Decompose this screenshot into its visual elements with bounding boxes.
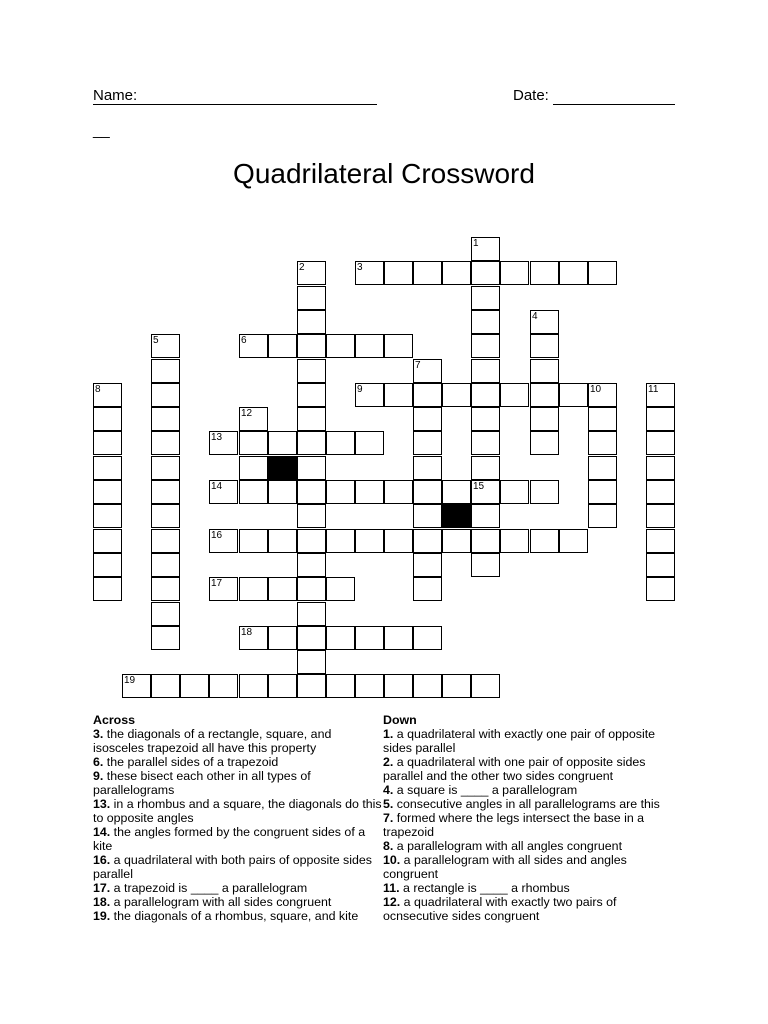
grid-cell[interactable]	[326, 529, 355, 553]
grid-cell[interactable]	[151, 553, 180, 577]
clue-number: 7	[415, 360, 421, 371]
grid-cell[interactable]	[471, 674, 500, 698]
grid-cell[interactable]	[151, 359, 180, 383]
grid-cell[interactable]	[413, 407, 442, 431]
clue-num: 6.	[93, 755, 104, 769]
clue-text: consecutive angles in all parallelograms are this	[393, 797, 660, 811]
grid-cell[interactable]	[355, 674, 384, 698]
grid-cell[interactable]	[500, 383, 529, 407]
clue	[383, 811, 673, 839]
grid-cell[interactable]	[355, 383, 384, 407]
grid-cell[interactable]	[297, 529, 326, 553]
grid-cell[interactable]	[151, 407, 180, 431]
grid-cell[interactable]	[646, 529, 675, 553]
clue-num: 11.	[383, 881, 400, 895]
grid-cell[interactable]	[413, 359, 442, 383]
grid-cell[interactable]	[151, 431, 180, 455]
clue-number: 1	[473, 238, 479, 249]
grid-cell[interactable]	[384, 383, 413, 407]
clue-text: a rectangle is ____ a rhombus	[399, 881, 570, 895]
grid-cell[interactable]	[239, 577, 268, 601]
clue-number: 10	[590, 384, 602, 395]
clue-num: 9.	[93, 769, 104, 783]
grid-cell[interactable]	[151, 456, 180, 480]
clue-num: 8.	[383, 839, 394, 853]
grid-cell[interactable]	[413, 480, 442, 504]
grid-cell[interactable]	[471, 334, 500, 358]
grid-cell[interactable]	[326, 431, 355, 455]
grid-cell[interactable]	[297, 310, 326, 334]
clue	[93, 755, 383, 769]
clue-number: 12	[241, 408, 253, 419]
grid-cell[interactable]	[93, 431, 122, 455]
name-line-tail: __	[93, 122, 110, 139]
clue-num: 5.	[383, 797, 394, 811]
grid-cell[interactable]	[530, 334, 559, 358]
clue-number: 8	[95, 384, 101, 395]
grid-cell[interactable]	[442, 529, 471, 553]
clue-number: 16	[211, 530, 223, 541]
grid-cell[interactable]	[268, 674, 297, 698]
clue-text: a quadrilateral with exactly one pair of opposite sides parallel	[383, 727, 656, 755]
clue-num: 18.	[93, 895, 111, 909]
grid-cell[interactable]	[413, 674, 442, 698]
grid-cell[interactable]	[413, 456, 442, 480]
clue	[383, 727, 673, 755]
grid-cell[interactable]	[588, 504, 617, 528]
grid-cell[interactable]	[239, 480, 268, 504]
grid-cell[interactable]	[471, 504, 500, 528]
grid-cell[interactable]	[93, 383, 122, 407]
clue-number: 2	[299, 262, 305, 273]
grid-cell[interactable]	[93, 553, 122, 577]
clue-num: 4.	[383, 783, 394, 797]
clue	[383, 853, 673, 881]
clue	[93, 769, 383, 797]
clue	[93, 825, 383, 853]
grid-cell[interactable]	[588, 407, 617, 431]
grid-cell[interactable]	[471, 359, 500, 383]
clue-text: the diagonals of a rhombus, square, and kite	[110, 909, 359, 923]
grid-cell[interactable]	[297, 553, 326, 577]
across-clues	[93, 713, 383, 923]
grid-cell[interactable]	[297, 674, 326, 698]
grid-cell[interactable]	[530, 383, 559, 407]
clue	[93, 853, 383, 881]
grid-cell[interactable]	[413, 626, 442, 650]
grid-cell[interactable]	[297, 334, 326, 358]
clue-num: 12.	[383, 895, 401, 909]
clue	[93, 727, 383, 755]
grid-cell[interactable]	[268, 626, 297, 650]
grid-cell[interactable]	[180, 674, 209, 698]
clue-num: 7.	[383, 811, 394, 825]
grid-cell[interactable]	[442, 480, 471, 504]
clue-num: 13.	[93, 797, 111, 811]
grid-cell[interactable]	[93, 504, 122, 528]
grid-cell[interactable]	[209, 674, 238, 698]
grid-cell[interactable]	[588, 456, 617, 480]
grid-cell[interactable]	[384, 626, 413, 650]
grid-cell[interactable]	[500, 480, 529, 504]
grid-cell[interactable]	[151, 674, 180, 698]
grid-cell[interactable]	[239, 529, 268, 553]
grid-cell[interactable]	[646, 480, 675, 504]
grid-cell[interactable]	[471, 553, 500, 577]
grid-cell[interactable]	[471, 286, 500, 310]
clue	[93, 881, 383, 895]
clue-num: 3.	[93, 727, 104, 741]
grid-cell[interactable]	[326, 674, 355, 698]
grid-cell[interactable]	[442, 674, 471, 698]
clue-num: 2.	[383, 755, 394, 769]
grid-cell[interactable]	[122, 674, 151, 698]
grid-cell[interactable]	[471, 310, 500, 334]
grid-cell[interactable]	[93, 480, 122, 504]
clue-text: a trapezoid is ____ a parallelogram	[110, 881, 308, 895]
clue-text: a parallelogram with all angles congruent	[393, 839, 623, 853]
clue-number: 4	[532, 311, 538, 322]
clue	[383, 755, 673, 783]
clue-text: a quadrilateral with exactly two pairs of ocnsecutive sides congruent	[383, 895, 617, 923]
grid-cell[interactable]	[646, 577, 675, 601]
grid-cell[interactable]	[297, 383, 326, 407]
date-label: Date:	[513, 87, 549, 104]
grid-cell[interactable]	[151, 383, 180, 407]
grid-cell[interactable]	[530, 261, 559, 285]
clue-number: 14	[211, 481, 223, 492]
grid-cell[interactable]	[297, 359, 326, 383]
across-clue-list	[93, 727, 383, 923]
clue-text: these bisect each other in all types of parallelograms	[93, 769, 311, 797]
grid-cell[interactable]	[384, 529, 413, 553]
grid-cell[interactable]	[297, 602, 326, 626]
grid-cell[interactable]	[297, 650, 326, 674]
grid-cell[interactable]	[355, 626, 384, 650]
clue-text: a parallelogram with all sides and angles congruent	[383, 853, 627, 881]
clue-text: a quadrilateral with one pair of opposite sides parallel and the other two sides congruent	[383, 755, 646, 783]
clue-num: 19.	[93, 909, 111, 923]
grid-cell[interactable]	[297, 577, 326, 601]
grid-cell[interactable]	[646, 456, 675, 480]
clue-number: 6	[241, 335, 247, 346]
grid-cell[interactable]	[413, 261, 442, 285]
clue-number: 3	[357, 262, 363, 273]
grid-cell[interactable]	[530, 359, 559, 383]
grid-cell[interactable]	[239, 407, 268, 431]
across-heading: Across	[93, 713, 136, 727]
grid-cell[interactable]	[297, 407, 326, 431]
grid-cell[interactable]	[355, 431, 384, 455]
clue-number: 18	[241, 627, 253, 638]
grid-cell[interactable]	[442, 383, 471, 407]
grid-cell[interactable]	[326, 577, 355, 601]
clue-number: 19	[124, 675, 136, 686]
grid-cell[interactable]	[297, 626, 326, 650]
clue-number: 5	[153, 335, 159, 346]
grid-cell[interactable]	[297, 431, 326, 455]
down-clues	[383, 713, 673, 923]
grid-cell[interactable]	[471, 431, 500, 455]
clue	[383, 839, 673, 853]
grid-cell[interactable]	[413, 504, 442, 528]
clue-text: a parallelogram with all sides congruent	[110, 895, 332, 909]
clue-num: 16.	[93, 853, 111, 867]
grid-cell[interactable]	[646, 504, 675, 528]
grid-cell[interactable]	[588, 480, 617, 504]
grid-cell[interactable]	[588, 383, 617, 407]
grid-cell[interactable]	[384, 480, 413, 504]
grid-cell[interactable]	[268, 431, 297, 455]
clue	[383, 895, 673, 923]
clue	[93, 797, 383, 825]
clue	[93, 909, 383, 923]
grid-cell[interactable]	[413, 383, 442, 407]
grid-cell[interactable]	[646, 553, 675, 577]
grid-cell[interactable]	[297, 480, 326, 504]
name-label: Name:	[93, 87, 138, 104]
grid-cell[interactable]	[471, 529, 500, 553]
grid-cell[interactable]	[93, 456, 122, 480]
grid-cell[interactable]	[530, 407, 559, 431]
grid-cell[interactable]	[209, 577, 238, 601]
grid-cell[interactable]	[326, 626, 355, 650]
grid-cell[interactable]	[151, 529, 180, 553]
clue-text: in a rhombus and a square, the diagonals do this to opposite angles	[93, 797, 382, 825]
grid-cell[interactable]	[239, 626, 268, 650]
grid-cell[interactable]	[151, 480, 180, 504]
clue-text: a quadrilateral with both pairs of opposite sides parallel	[93, 853, 372, 881]
grid-cell[interactable]	[93, 407, 122, 431]
grid-cell[interactable]	[151, 577, 180, 601]
grid-cell[interactable]	[297, 456, 326, 480]
grid-cell[interactable]	[239, 334, 268, 358]
black-cell	[442, 504, 471, 528]
grid-cell[interactable]	[209, 431, 238, 455]
grid-cell[interactable]	[471, 261, 500, 285]
grid-cell[interactable]	[471, 383, 500, 407]
clue	[383, 797, 673, 811]
clue	[93, 895, 383, 909]
grid-cell[interactable]	[355, 334, 384, 358]
grid-cell[interactable]	[500, 529, 529, 553]
grid-cell[interactable]	[646, 431, 675, 455]
grid-cell[interactable]	[646, 407, 675, 431]
grid-cell[interactable]	[268, 529, 297, 553]
grid-cell[interactable]	[297, 261, 326, 285]
grid-cell[interactable]	[355, 261, 384, 285]
grid-cell[interactable]	[151, 602, 180, 626]
grid-cell[interactable]	[413, 529, 442, 553]
grid-cell[interactable]	[442, 261, 471, 285]
grid-cell[interactable]	[93, 529, 122, 553]
grid-cell[interactable]	[151, 334, 180, 358]
clue-num: 10.	[383, 853, 401, 867]
grid-cell[interactable]	[384, 334, 413, 358]
clue-number: 9	[357, 384, 363, 395]
grid-cell[interactable]	[530, 310, 559, 334]
grid-cell[interactable]	[268, 334, 297, 358]
grid-cell[interactable]	[268, 577, 297, 601]
clue-text: the angles formed by the congruent sides of a kite	[93, 825, 366, 853]
grid-cell[interactable]	[151, 626, 180, 650]
grid-cell[interactable]	[93, 577, 122, 601]
grid-cell[interactable]	[326, 334, 355, 358]
grid-cell[interactable]	[326, 480, 355, 504]
clue-number: 17	[211, 578, 223, 589]
grid-cell[interactable]	[588, 431, 617, 455]
grid-cell[interactable]	[500, 261, 529, 285]
grid-cell[interactable]	[559, 383, 588, 407]
grid-cell[interactable]	[151, 504, 180, 528]
grid-cell[interactable]	[413, 577, 442, 601]
grid-cell[interactable]	[471, 456, 500, 480]
clue-text: the parallel sides of a trapezoid	[103, 755, 279, 769]
grid-cell[interactable]	[355, 529, 384, 553]
clue-number: 15	[473, 481, 485, 492]
clue-text: a square is ____ a parallelogram	[393, 783, 578, 797]
clue-num: 17.	[93, 881, 111, 895]
grid-cell[interactable]	[384, 261, 413, 285]
grid-cell[interactable]	[355, 480, 384, 504]
grid-cell[interactable]	[209, 480, 238, 504]
clue	[383, 881, 673, 895]
grid-cell[interactable]	[471, 480, 500, 504]
black-cell	[268, 456, 297, 480]
clue-number: 11	[648, 384, 659, 395]
grid-cell[interactable]	[646, 383, 675, 407]
grid-cell[interactable]	[209, 529, 238, 553]
grid-cell[interactable]	[559, 529, 588, 553]
grid-cell[interactable]	[413, 431, 442, 455]
grid-cell[interactable]	[384, 674, 413, 698]
grid-cell[interactable]	[530, 480, 559, 504]
grid-cell[interactable]	[239, 431, 268, 455]
grid-cell[interactable]	[297, 504, 326, 528]
grid-cell[interactable]	[471, 237, 500, 261]
grid-cell[interactable]	[559, 261, 588, 285]
grid-cell[interactable]	[530, 431, 559, 455]
clue	[383, 783, 673, 797]
clue-num: 14.	[93, 825, 111, 839]
clue-text: formed where the legs intersect the base in a trapezoid	[383, 811, 645, 839]
down-clue-list	[383, 727, 673, 923]
grid-cell[interactable]	[471, 407, 500, 431]
clue-num: 1.	[383, 727, 394, 741]
grid-cell[interactable]	[530, 529, 559, 553]
grid-cell[interactable]	[413, 553, 442, 577]
clue-number: 13	[211, 432, 223, 443]
down-heading: Down	[383, 713, 417, 727]
grid-cell[interactable]	[297, 286, 326, 310]
grid-cell[interactable]	[268, 480, 297, 504]
page-title: Quadrilateral Crossword	[233, 158, 535, 189]
clue-text: the diagonals of a rectangle, square, and isosceles trapezoid all have this property	[93, 727, 332, 755]
grid-cell[interactable]	[239, 674, 268, 698]
grid-cell[interactable]	[588, 261, 617, 285]
grid-cell[interactable]	[239, 456, 268, 480]
